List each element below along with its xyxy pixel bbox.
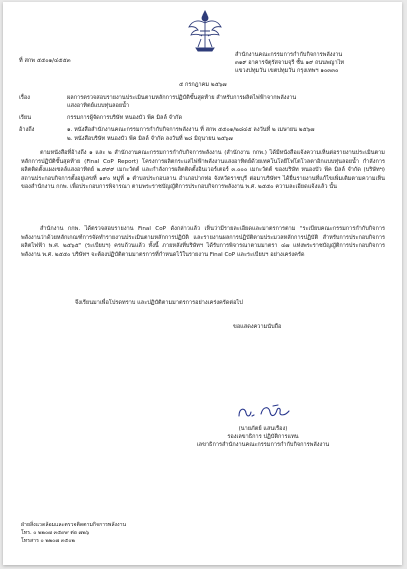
- recipient-text: กรรมการผู้จัดการบริษัท หนองบัว พีค มิลล์ จำกัด: [67, 115, 183, 121]
- office-name: สำนักงานคณะกรรมการกำกับกิจการพลังงาน: [235, 52, 343, 58]
- body-paragraph-2: [21, 225, 385, 259]
- garuda-emblem-icon: [186, 9, 224, 53]
- subject-line-1: ผลการตรวจสอบรายงานประเมินตามหลักการปฏิบัติขั้นสุดท้าย สำหรับการผลิตไฟฟ้าจากพลังงาน: [67, 95, 297, 101]
- reference-label: อ้างถึง: [19, 127, 35, 133]
- regards: ขอแสดงความนับถือ: [233, 324, 282, 330]
- signer-name: (นายภัตย์ แสนเรือง): [238, 426, 288, 432]
- subject-label: เรื่อง: [19, 95, 31, 101]
- handwritten-signature: [235, 402, 295, 422]
- body-paragraph-2-text: สำนักงาน กกพ. ได้ตรวจสอบรายงาน Final CoP ดังกล่าวแล้ว เห็นว่ามีรายละเอียดและมาตรการตาม "ระเบียบคณะกรรมการกำกับกิจการพลังงานว่าด้วยหลักเกณฑ์การจัดทำรายงานประเมินตามหลักการปฏิบัติ และรายงานผลการปฏิบัติตามประมวลหลักการปฏิบัติ สำหรับการประกอบกิจการผลิตไฟฟ้า พ.ศ. ๒๕๖๕" (ระเบียบฯ) ครบถ้วนแล้ว ทั้งนี้ ภายหลังที่บริษัทฯ ได้รับการพิจารณาตามมาตรา ๔๗ แห่งพระราชบัญญัติการประกอบกิจการพลังงาน พ.ศ. ๒๕๕๐ บริษัทฯ จะต้องปฏิบัติตามมาตรการที่กำหนดไว้ในรายงาน Final CoP และระเบียบฯ อย่างเคร่งครัด: [21, 226, 385, 258]
- reference-item-2: ๒. หนังสือบริษัท หนองบัว พีค มิลล์ จำกัด ลงวันที่ ๒๘ มิถุนายน ๒๕๖๗: [67, 136, 233, 142]
- document-number: ที่ สกพ ๕๕๐๑/๔๕๕๓: [19, 58, 71, 64]
- subject-line-2: แสงอาทิตย์แบบทุ่นลอยน้ำ: [67, 103, 130, 109]
- address-line-1: ๓๑๙ อาคารจัตุรัสจามจุรี ชั้น ๑๙ ถนนพญาไท: [235, 60, 345, 66]
- letter-page: [3, 2, 402, 565]
- footer-fax: โทรสาร ๐ ๒๒๐๗ ๓๕๐๒: [21, 538, 75, 544]
- footer-phone: โทร. ๐ ๒๒๐๗ ๓๕๙๙ ต่อ ๗๒๖: [21, 530, 90, 536]
- signer-position-2: เลขาธิการสำนักงานคณะกรรมการกำกับกิจการพลังงาน: [196, 442, 330, 448]
- body-paragraph-1-text: ตามหนังสือที่อ้างถึง ๑ และ ๒ สำนักงานคณะกรรมการกำกับกิจการพลังงาน (สำนักงาน กกพ.) ได้มีหนังสือแจ้งความเห็นต่อรายงานประเมินตามหลักการปฏิบัติขั้นสุดท้าย (Final CoP Report) โครงการผลิตกระแสไฟฟ้าพลังงานแสงอาทิตย์ด้วยเทคโนโลยีโฟโตโวลตาอิกแบบทุ่นลอยน้ำ กำลังการผลิตติดตั้งแผงเซลล์แสงอาทิตย์ ๒.๙๙๙ เมกะวัตต์ และกำลังการผลิตติดตั้งอินเวอร์เตอร์ ๓.๐๐๐ เมกะวัตต์ ของบริษัท หนองบัว พีค มิลล์ จำกัด (บริษัทฯ) สถานประกอบกิจการตั้งอยู่เลขที่ ๑๙๐ หมู่ที่ ๑ ตำบลประกอบลาน อำเภอปากท่อ จังหวัดราชบุรี ต่อมาบริษัทฯ ได้ยื่นรายงานที่แก้ไขเพิ่มเติมตามความเห็นของสำนักงาน กกพ. เพื่อประกอบการพิจารณา ตามพระราชบัญญัติการประกอบกิจการพลังงาน พ.ศ. ๒๕๕๐ ความละเอียดแจ้งแล้ว นั้น: [21, 150, 385, 191]
- reference-item-1: ๑. หนังสือสำนักงานคณะกรรมการกำกับกิจการพลังงาน ที่ สกพ ๕๕๐๑/๒๘๔๕ ลงวันที่ ๒ เมษายน ๒๕๖๗: [67, 127, 315, 133]
- signer-position-1: รองเลขาธิการ ปฏิบัติการแทน: [227, 434, 299, 440]
- letter-date: ๕ กรกฎาคม ๒๕๖๗: [179, 82, 227, 88]
- closing-statement: จึงเรียนมาเพื่อโปรดทราบ และปฏิบัติตามมาตรการอย่างเคร่งครัดต่อไป: [75, 300, 243, 306]
- recipient-label: เรียน: [19, 115, 32, 121]
- address-line-2: แขวงปทุมวัน เขตปทุมวัน กรุงเทพฯ ๑๐๓๓๐: [235, 68, 339, 74]
- footer-department: ฝ่ายสิ่งแวดล้อมและตรวจติดตามกิจการพลังงาน: [21, 522, 127, 528]
- body-paragraph-1: [21, 149, 385, 192]
